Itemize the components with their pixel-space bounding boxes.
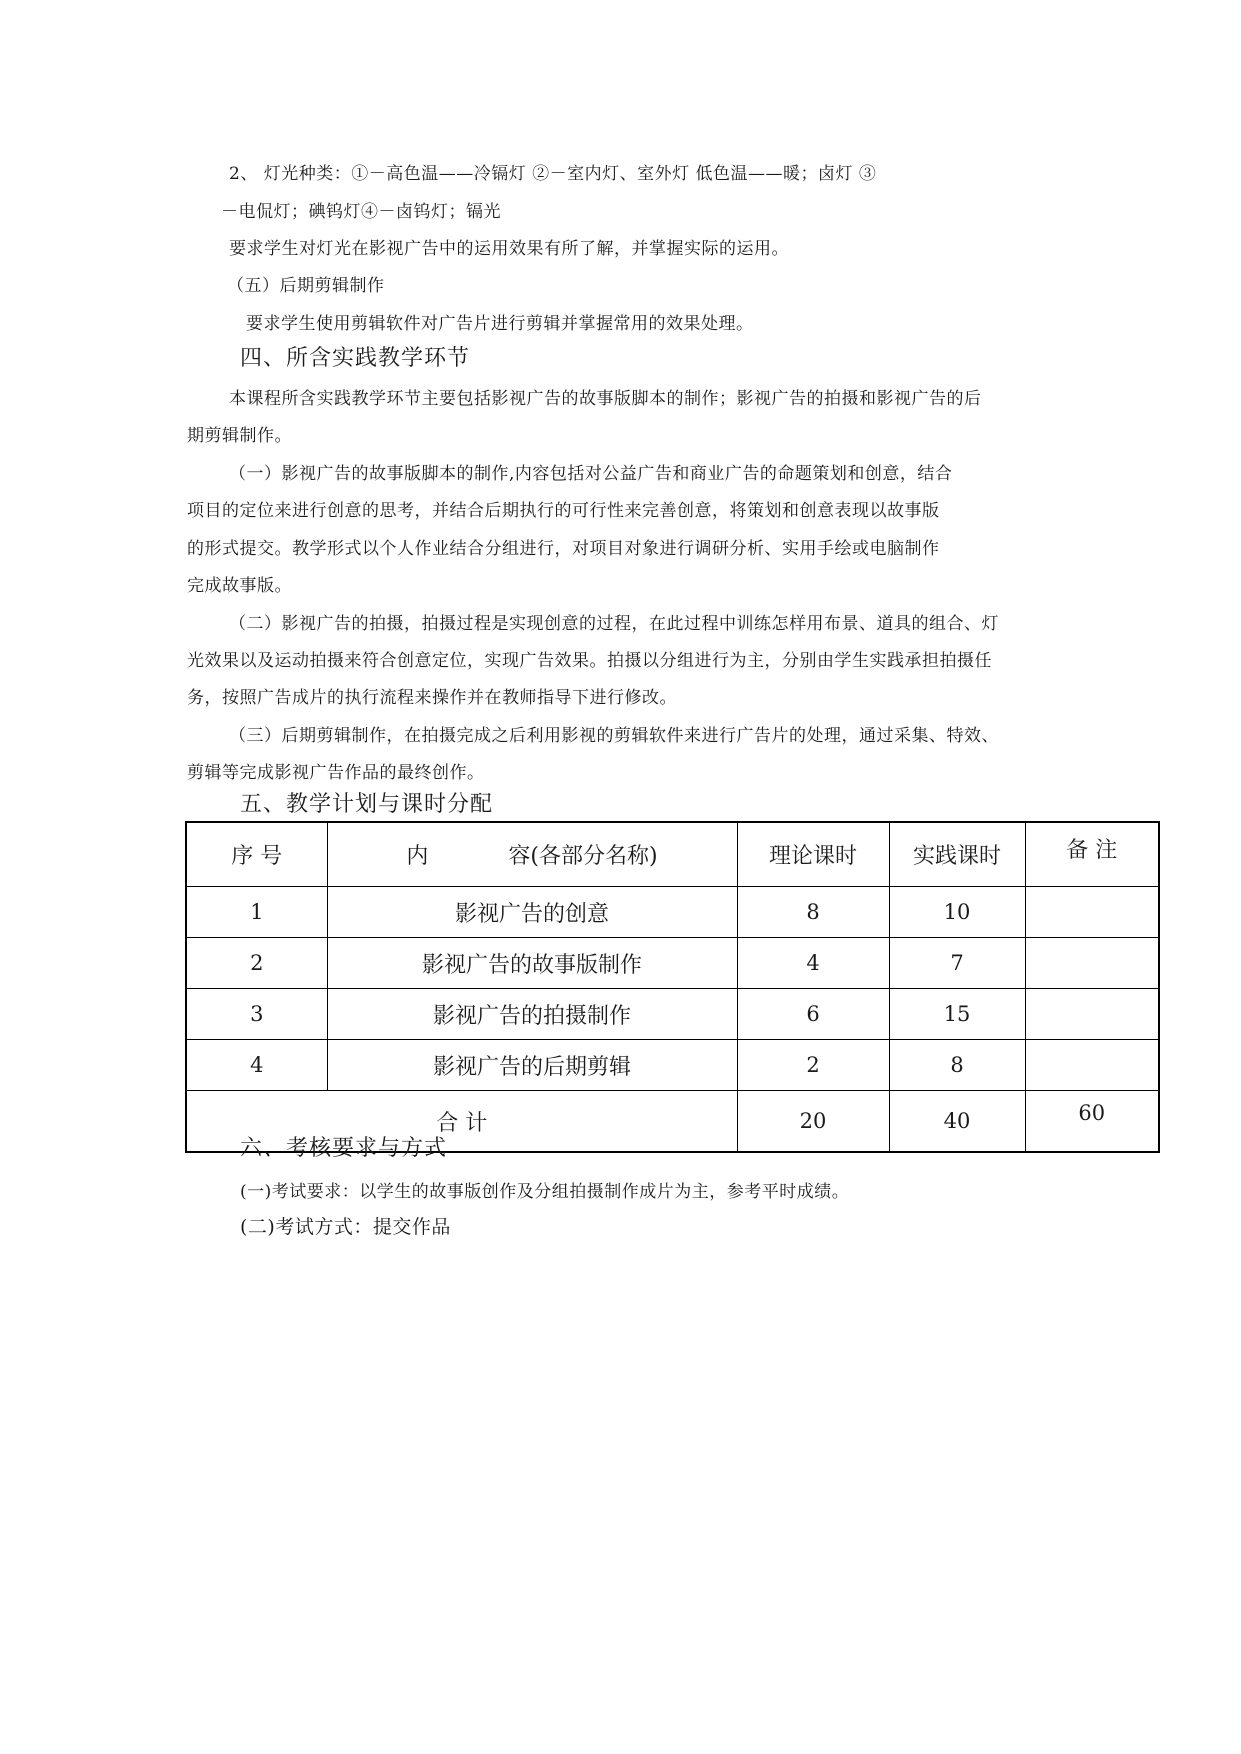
total-theory: 20 (737, 1091, 889, 1153)
section-4-p4-line-2: 剪辑等完成影视广告作品的最终创作。 (187, 763, 485, 783)
lighting-types-line-1: 2、 灯光种类：①－高色温——冷镉灯 ②－室内灯、室外灯 低色温——暖；卤灯 ③ (229, 164, 877, 184)
total-practice: 40 (889, 1091, 1025, 1153)
section-4-p1-line-1: 本课程所含实践教学环节主要包括影视广告的故事版脚本的制作；影视广告的拍摄和影视广告的后 (229, 389, 982, 409)
header-notes: 备 注 (1025, 822, 1159, 887)
row-notes (1025, 887, 1159, 938)
section-4-p3-line-3: 务，按照广告成片的执行流程来操作并在教师指导下进行修改。 (187, 688, 677, 708)
section-4-p2-line-2: 项目的定位来进行创意的思考，并结合后期执行的可行性来完善创意，将策划和创意表现以故事版 (187, 501, 940, 521)
exam-method: (二)考试方式：提交作品 (240, 1216, 451, 1238)
row-practice: 10 (889, 887, 1025, 938)
row-seq: 1 (186, 887, 327, 938)
row-seq: 4 (186, 1040, 327, 1091)
section-6-heading: 六、考核要求与方式 (240, 1136, 448, 1161)
row-theory: 6 (737, 989, 889, 1040)
post-edit-requirement: 要求学生使用剪辑软件对广告片进行剪辑并掌握常用的效果处理。 (246, 314, 754, 334)
section-5-heading: 五、教学计划与课时分配 (240, 792, 494, 817)
header-content (327, 822, 737, 887)
section-4-p2-line-3: 的形式提交。教学形式以个人作业结合分组进行，对项目对象进行调研分析、实用手绘或电脑制作 (187, 539, 940, 559)
header-seq: 序 号 (186, 822, 327, 887)
row-seq: 3 (186, 989, 327, 1040)
row-content: 影视广告的故事版制作 (327, 938, 737, 989)
row-theory: 2 (737, 1040, 889, 1091)
table-row (186, 938, 1159, 989)
row-content: 影视广告的后期剪辑 (327, 1040, 737, 1091)
row-practice: 8 (889, 1040, 1025, 1091)
section-4-heading: 四、所含实践教学环节 (240, 346, 471, 371)
header-theory-hours: 理论课时 (737, 822, 889, 887)
lighting-types-line-2: －电侃灯；碘钨灯④－卤钨灯；镉光 (221, 202, 501, 222)
row-content: 影视广告的创意 (327, 887, 737, 938)
section-4-p2-line-1: （一）影视广告的故事版脚本的制作,内容包括对公益广告和商业广告的命题策划和创意，结合 (229, 464, 953, 484)
total-label: 合 计 (186, 1091, 737, 1153)
lighting-requirement: 要求学生对灯光在影视广告中的运用效果有所了解，并掌握实际的运用。 (229, 239, 789, 259)
table-row (186, 1040, 1159, 1091)
teaching-plan-table (185, 821, 1160, 1153)
post-edit-subtitle: （五）后期剪辑制作 (227, 276, 385, 296)
row-seq: 2 (186, 938, 327, 989)
row-notes (1025, 938, 1159, 989)
header-content-b: 容(各部分名称) (508, 844, 658, 869)
exam-requirement: (一)考试要求：以学生的故事版创作及分组拍摄制作成片为主，参考平时成绩。 (240, 1182, 850, 1202)
row-theory: 4 (737, 938, 889, 989)
section-4-p1-line-2: 期剪辑制作。 (187, 426, 292, 446)
header-practice-hours: 实践课时 (889, 822, 1025, 887)
section-4-p3-line-1: （二）影视广告的拍摄，拍摄过程是实现创意的过程，在此过程中训练怎样用布景、道具的组合、灯 (229, 614, 999, 634)
row-content: 影视广告的拍摄制作 (327, 989, 737, 1040)
row-notes (1025, 1040, 1159, 1091)
section-4-p3-line-2: 光效果以及运动拍摄来符合创意定位，实现广告效果。拍摄以分组进行为主，分别由学生实践承担拍摄任 (187, 651, 992, 671)
row-practice: 15 (889, 989, 1025, 1040)
table-row (186, 887, 1159, 938)
header-content-a: 内 (406, 844, 429, 869)
row-practice: 7 (889, 938, 1025, 989)
table-header-row (186, 822, 1159, 887)
section-4-p2-line-4: 完成故事版。 (187, 576, 292, 596)
section-4-p4-line-1: （三）后期剪辑制作，在拍摄完成之后利用影视的剪辑软件来进行广告片的处理，通过采集、特效、 (229, 726, 999, 746)
total-notes: 60 (1025, 1091, 1159, 1153)
table-row (186, 989, 1159, 1040)
row-notes (1025, 989, 1159, 1040)
row-theory: 8 (737, 887, 889, 938)
